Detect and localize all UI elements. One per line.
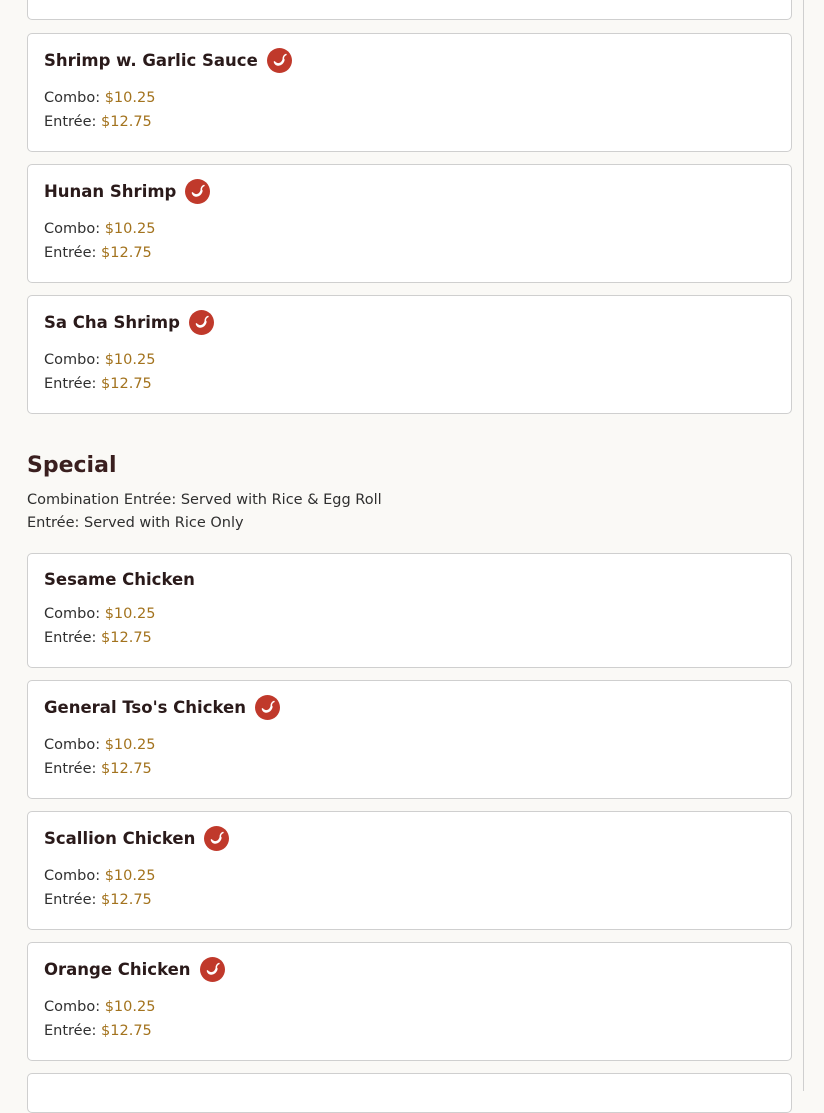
entree-price-line — [44, 892, 152, 908]
combo-price-line — [44, 868, 155, 884]
menu-item-title — [44, 48, 292, 73]
combo-label: Combo: — [44, 868, 101, 884]
combo-label: Combo: — [44, 737, 101, 753]
combo-price: $10.25 — [104, 606, 156, 622]
entree-label: Entrée: — [44, 892, 97, 908]
entree-price: $12.75 — [101, 630, 152, 646]
entree-price-line — [44, 761, 152, 777]
combo-label: Combo: — [44, 999, 101, 1015]
combo-price-line — [44, 737, 155, 753]
entree-price-line — [44, 376, 152, 392]
menu-item-card[interactable] — [27, 942, 792, 1061]
menu-item-name: Sa Cha Shrimp — [44, 313, 180, 332]
combo-label: Combo: — [44, 90, 101, 106]
menu-item-card[interactable] — [27, 295, 792, 414]
combo-price: $10.25 — [104, 737, 156, 753]
menu-item-card[interactable] — [27, 164, 792, 283]
combo-price: $10.25 — [104, 999, 156, 1015]
combo-price-line — [44, 352, 155, 368]
menu-item-title — [44, 179, 210, 204]
entree-label: Entrée: — [44, 114, 97, 130]
section-description-line: Entrée: Served with Rice Only — [27, 515, 244, 531]
entree-price-line — [44, 1023, 152, 1039]
menu-item-title — [44, 826, 229, 851]
chili-pepper-icon — [255, 695, 280, 720]
combo-label: Combo: — [44, 352, 101, 368]
entree-label: Entrée: — [44, 761, 97, 777]
combo-price: $10.25 — [104, 868, 156, 884]
menu-item-card-partial[interactable] — [27, 1073, 792, 1113]
chili-pepper-icon — [204, 826, 229, 851]
entree-label: Entrée: — [44, 630, 97, 646]
chili-pepper-icon — [200, 957, 225, 982]
menu-item-title — [44, 695, 280, 720]
entree-label: Entrée: — [44, 1023, 97, 1039]
menu-item-title — [44, 957, 225, 982]
chili-pepper-icon — [189, 310, 214, 335]
entree-price: $12.75 — [101, 761, 152, 777]
combo-price-line — [44, 221, 155, 237]
menu-item-name: Scallion Chicken — [44, 829, 196, 848]
entree-price-line — [44, 630, 152, 646]
entree-label: Entrée: — [44, 245, 97, 261]
menu-item-title — [44, 570, 195, 589]
combo-label: Combo: — [44, 606, 101, 622]
entree-price-line — [44, 114, 152, 130]
menu-item-card[interactable] — [27, 811, 792, 930]
menu-item-title — [44, 310, 214, 335]
scrollbar-edge[interactable] — [803, 0, 804, 1091]
entree-label: Entrée: — [44, 376, 97, 392]
section-title: Special — [27, 453, 117, 478]
chili-pepper-icon — [267, 48, 292, 73]
menu-item-card[interactable] — [27, 680, 792, 799]
entree-price: $12.75 — [101, 1023, 152, 1039]
combo-price: $10.25 — [104, 352, 156, 368]
combo-price-line — [44, 606, 155, 622]
entree-price-line — [44, 245, 152, 261]
menu-item-name: Hunan Shrimp — [44, 182, 177, 201]
menu-item-name: Sesame Chicken — [44, 570, 195, 589]
entree-price: $12.75 — [101, 245, 152, 261]
combo-price: $10.25 — [104, 90, 156, 106]
combo-price-line — [44, 999, 155, 1015]
chili-pepper-icon — [185, 179, 210, 204]
menu-item-card[interactable] — [27, 33, 792, 152]
entree-price: $12.75 — [101, 892, 152, 908]
menu-item-name: General Tso's Chicken — [44, 698, 246, 717]
menu-item-name: Orange Chicken — [44, 960, 191, 979]
entree-price: $12.75 — [101, 376, 152, 392]
section-description-line: Combination Entrée: Served with Rice & Egg Roll — [27, 492, 382, 508]
menu-item-card-partial[interactable] — [27, 0, 792, 20]
menu-item-card[interactable] — [27, 553, 792, 668]
entree-price: $12.75 — [101, 114, 152, 130]
menu-item-name: Shrimp w. Garlic Sauce — [44, 51, 258, 70]
combo-price-line — [44, 90, 155, 106]
combo-price: $10.25 — [104, 221, 156, 237]
combo-label: Combo: — [44, 221, 101, 237]
